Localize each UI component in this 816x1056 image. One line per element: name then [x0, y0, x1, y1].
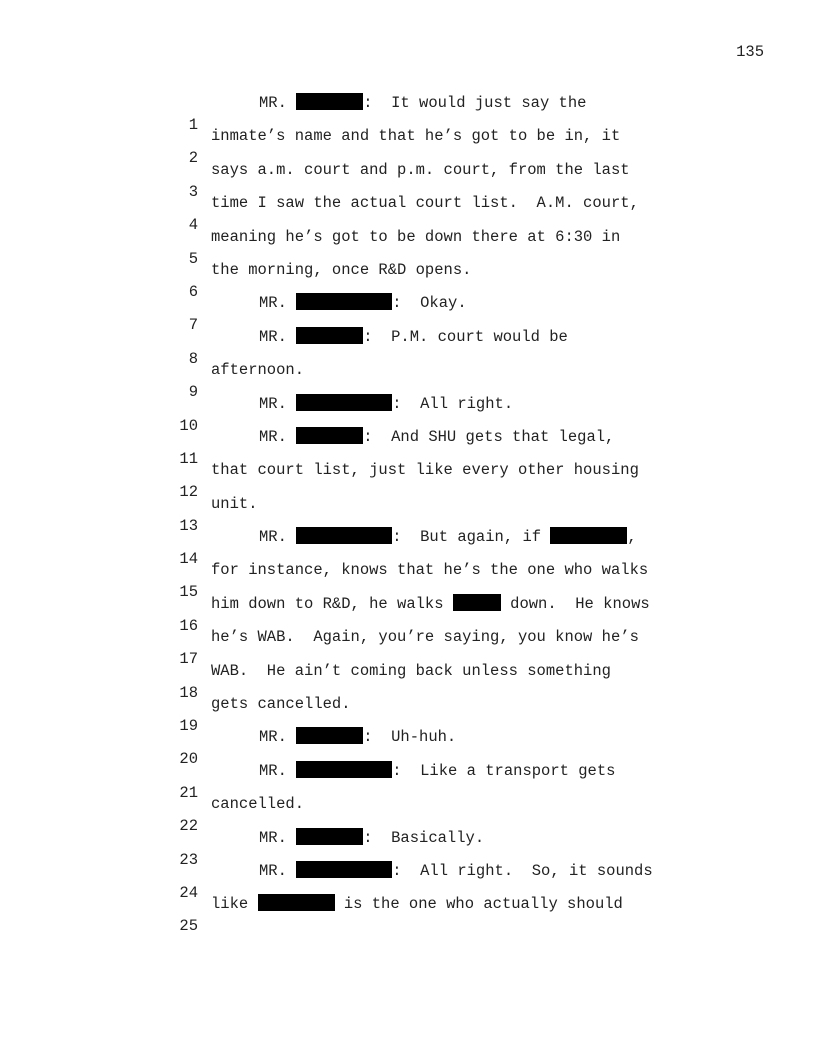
line-number: 22: [179, 817, 198, 836]
line-number: 14: [179, 550, 198, 569]
redaction-box: [296, 727, 363, 744]
line-text: [259, 292, 467, 314]
line-number: 4: [188, 216, 198, 235]
transcript-line: [0, 626, 816, 669]
speaker-prefix: MR.: [259, 294, 297, 313]
line-text: for instance, knows that he’s the one who walks: [211, 561, 649, 580]
transcript-line: [0, 359, 816, 402]
transcript-line: [0, 526, 816, 569]
line-text-rest: down. He knows: [500, 594, 650, 613]
line-text: meaning he’s got to be down there at 6:30 in: [211, 227, 621, 246]
line-number: 12: [179, 483, 198, 502]
line-text-rest: : It would just say the: [363, 94, 587, 112]
line-number: 5: [188, 249, 198, 268]
speaker-prefix: MR.: [259, 761, 297, 780]
line-number: 25: [179, 917, 198, 936]
line-text-rest: is the one who actually should: [334, 895, 623, 914]
transcript-line: [0, 192, 816, 235]
redaction-box: [453, 594, 501, 611]
line-number: 19: [179, 717, 198, 736]
speaker-prefix: MR.: [259, 94, 297, 112]
speaker-prefix: MR.: [259, 728, 297, 747]
line-number: 3: [188, 182, 198, 201]
line-number: 16: [179, 616, 198, 635]
transcript-line: [0, 593, 816, 635]
transcript-line: [0, 125, 816, 168]
line-number: 7: [188, 316, 198, 335]
redaction-box: [296, 327, 363, 344]
transcript-line: [0, 827, 816, 869]
line-text-rest: : P.M. court would be: [363, 327, 568, 346]
transcript-line: [0, 226, 816, 268]
transcript-line: [0, 559, 816, 602]
line-text: that court list, just like every other housing: [211, 461, 639, 480]
redaction-box: [296, 293, 392, 310]
line-number: 10: [179, 416, 198, 435]
transcript-line: [0, 393, 816, 435]
line-number: 17: [179, 650, 198, 669]
speaker-prefix: MR.: [259, 327, 297, 346]
line-number: 15: [179, 583, 198, 602]
speaker-prefix: MR.: [259, 394, 297, 413]
line-text: afternoon.: [211, 361, 305, 380]
line-number: 21: [179, 783, 198, 802]
transcript-line: [0, 459, 816, 502]
line-text: time I saw the actual court list. A.M. court,: [211, 194, 639, 213]
speaker-prefix: MR.: [259, 828, 297, 847]
line-text: [259, 726, 456, 748]
line-text-rest: : Basically.: [363, 828, 485, 847]
line-text-start: him down to R&D, he walks: [211, 594, 453, 613]
line-text: [259, 326, 568, 348]
speaker-prefix: MR.: [259, 427, 297, 446]
page-number: 135: [736, 43, 764, 61]
redaction-box: [296, 427, 363, 444]
redaction-box: [258, 894, 335, 911]
line-text: the morning, once R&D opens.: [211, 260, 472, 279]
line-text: [211, 893, 623, 915]
line-number: 24: [179, 883, 198, 902]
transcript-line: [0, 860, 816, 902]
line-number: 8: [188, 349, 198, 368]
line-text-rest: : But again, if: [392, 528, 551, 547]
line-text-rest: : All right.: [392, 394, 514, 413]
line-number: 13: [179, 516, 198, 535]
line-number: 2: [188, 149, 198, 168]
redaction-box: [296, 861, 392, 878]
redaction-box: [550, 527, 627, 544]
transcript-line: [0, 259, 816, 301]
transcript-line: [0, 760, 816, 802]
line-text-end: ,: [627, 528, 637, 547]
line-text-rest: : Uh-huh.: [363, 728, 457, 747]
speaker-prefix: MR.: [259, 861, 297, 880]
line-text-start: like: [211, 895, 258, 914]
line-text: he’s WAB. Again, you’re saying, you know he’s: [211, 628, 639, 647]
line-text: [259, 760, 615, 782]
redaction-box: [296, 761, 392, 778]
redaction-box: [296, 527, 392, 544]
transcript-line: [0, 660, 816, 702]
line-text: [259, 426, 614, 448]
line-text: gets cancelled.: [211, 695, 351, 714]
line-number: 18: [179, 683, 198, 702]
transcript-line: [0, 726, 816, 769]
line-text-rest: : All right. So, it sounds: [392, 861, 653, 880]
line-text-rest: : Okay.: [392, 294, 467, 313]
redaction-box: [296, 828, 363, 845]
transcript: [0, 92, 816, 936]
line-text: says a.m. court and p.m. court, from the last: [211, 160, 630, 179]
line-number: 1: [188, 116, 198, 134]
line-text: [211, 593, 650, 615]
line-text: cancelled.: [211, 795, 305, 814]
transcript-line: [0, 693, 816, 736]
line-text-rest: : Like a transport gets: [392, 761, 616, 780]
line-text: [259, 827, 484, 849]
line-text: WAB. He ain’t coming back unless something: [211, 661, 611, 680]
line-text: [259, 860, 653, 882]
line-text-rest: : And SHU gets that legal,: [363, 427, 615, 446]
line-number: 23: [179, 850, 198, 869]
line-number: 20: [179, 750, 198, 769]
transcript-line: [0, 326, 816, 368]
transcript-line: [0, 92, 816, 134]
speaker-prefix: MR.: [259, 528, 297, 547]
transcript-line: [0, 292, 816, 335]
transcript-line: [0, 159, 816, 201]
line-text: [259, 393, 513, 415]
line-text: [259, 526, 637, 548]
line-number: 9: [188, 383, 198, 402]
transcript-line: [0, 426, 816, 468]
line-number: 11: [179, 449, 198, 468]
transcript-line: [0, 793, 816, 836]
transcript-line: [0, 493, 816, 535]
line-text: [259, 92, 586, 114]
redaction-box: [296, 93, 363, 110]
redaction-box: [296, 394, 392, 411]
transcript-line: [0, 893, 816, 936]
line-text: inmate’s name and that he’s got to be in, it: [211, 127, 621, 146]
line-text: unit.: [211, 494, 258, 513]
line-number: 6: [188, 282, 198, 301]
